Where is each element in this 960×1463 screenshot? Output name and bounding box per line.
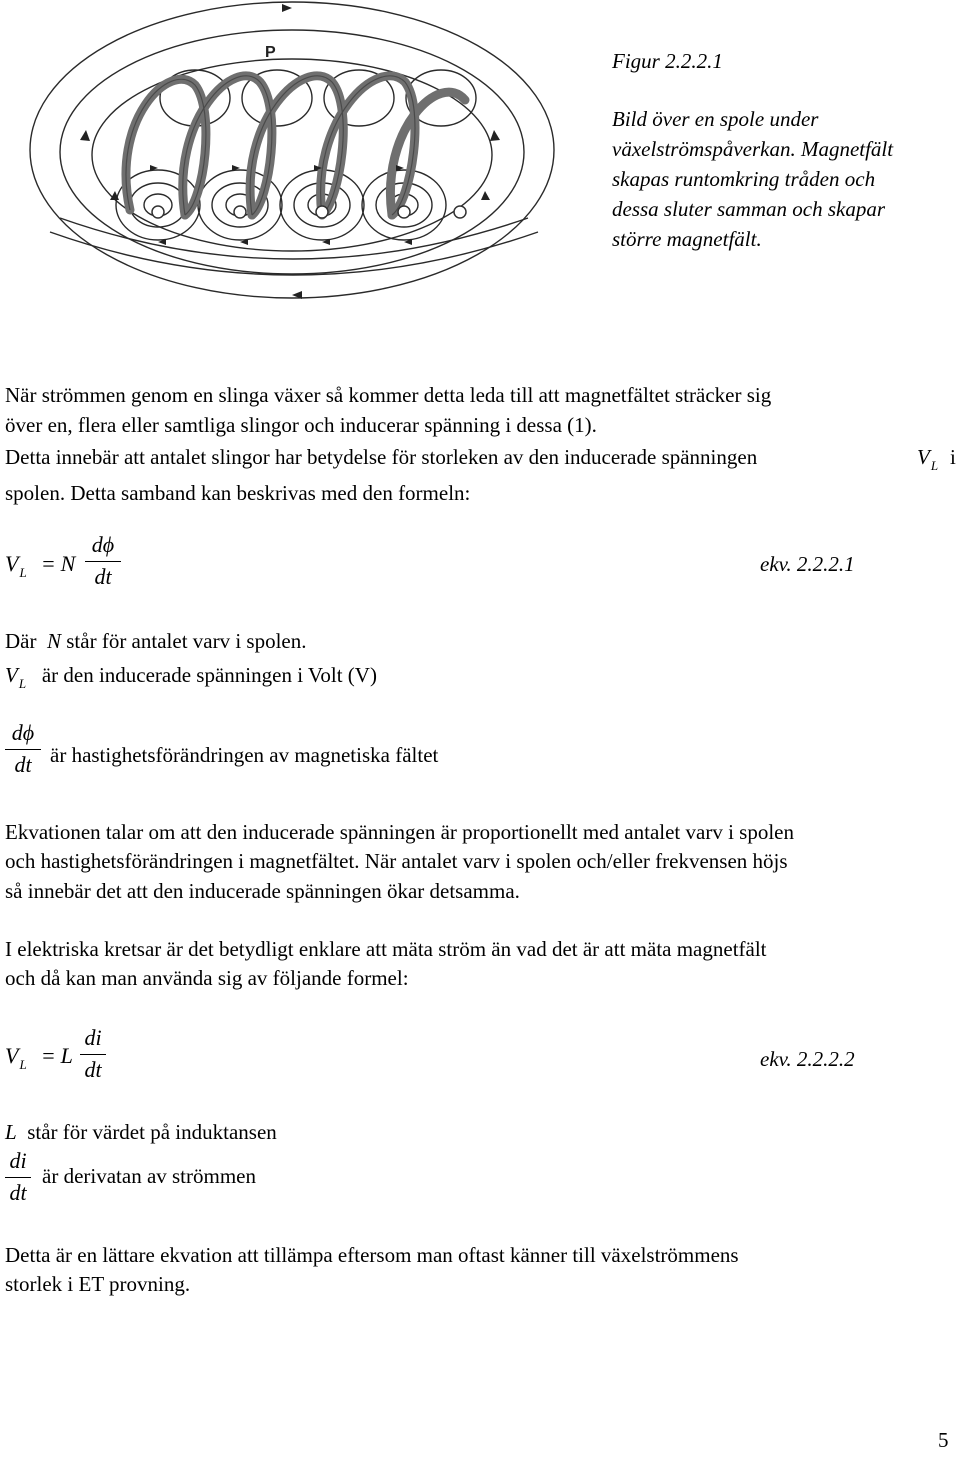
paragraph-line-end: i [950,445,956,469]
field-line [50,232,538,275]
definition-vl: $V_L$ är den inducerade spänningen i Volt (V) [5,663,377,691]
fraction-dphi-dt: dϕ dt [85,532,121,590]
paragraph-line: Detta är en lättare ekvation att tillämpa eftersom man oftast känner till växelströmmens [5,1243,739,1267]
definition-l: L står för värdet på induktansen [5,1120,277,1144]
equation-1-label: ekv. 2.2.2.1 [760,552,855,576]
caption-line: växelströmspåverkan. Magnetfält [612,137,894,161]
caption-line: större magnetfält. [612,227,762,251]
definition-n: Där N står för antalet varv i spolen. [5,629,307,653]
figure-label-p: P [265,44,276,61]
paragraph-line: Detta innebär att antalet slingor har betydelse för storleken av den inducerade spänningen [5,445,758,469]
paragraph-line: spolen. Detta samband kan beskrivas med den formeln: [5,481,471,505]
equation-2-label: ekv. 2.2.2.2 [760,1047,855,1071]
paragraph-line: När strömmen genom en slinga växer så kommer detta leda till att magnetfältet sträcker sig [5,383,772,407]
fraction-di-dt: di dt [5,1148,31,1206]
paragraph-line: storlek i ET provning. [5,1272,191,1296]
page-number: 5 [938,1428,949,1452]
symbol-v: $V_L$ [917,445,939,473]
field-line [60,218,528,259]
fraction-dphi-dt: dϕ dt [5,720,41,778]
wire-field-loops [116,70,476,240]
equation-1-lhs: $V_L = N$ [5,551,76,580]
fraction-di-dt: di dt [80,1025,106,1083]
definition-di: är derivatan av strömmen [42,1164,256,1188]
paragraph-line: och hastighetsförändringen i magnetfältet. När antalet varv i spolen och/eller frekvensen höjs [5,849,788,873]
paragraph-line: och då kan man använda sig av följande formel: [5,966,409,990]
paragraph-line: över en, flera eller samtliga slingor och inducerar spänning i dessa (1). [5,413,597,437]
caption-title: Figur 2.2.2.1 [612,49,723,73]
coil-magnetic-field-figure [20,0,580,320]
outer-field-line [30,2,554,298]
definition-dphi: är hastighetsförändringen av magnetiska fältet [50,743,439,767]
paragraph-line: Ekvationen talar om att den inducerade spänningen är proportionellt med antalet varv i spolen [5,820,794,844]
paragraph-line: så innebär det att den inducerade spänningen ökar detsamma. [5,879,520,903]
caption-line: dessa sluter samman och skapar [612,197,885,221]
field-direction-arrows [80,4,500,299]
caption-line: skapas runtomkring tråden och [612,167,876,191]
equation-2-lhs: $V_L = L$ [5,1043,73,1072]
paragraph-line: I elektriska kretsar är det betydligt enklare att mäta ström än vad det är att mäta magnetfält [5,937,767,961]
figure-caption [612,46,893,254]
caption-line: Bild över en spole under [612,107,819,131]
